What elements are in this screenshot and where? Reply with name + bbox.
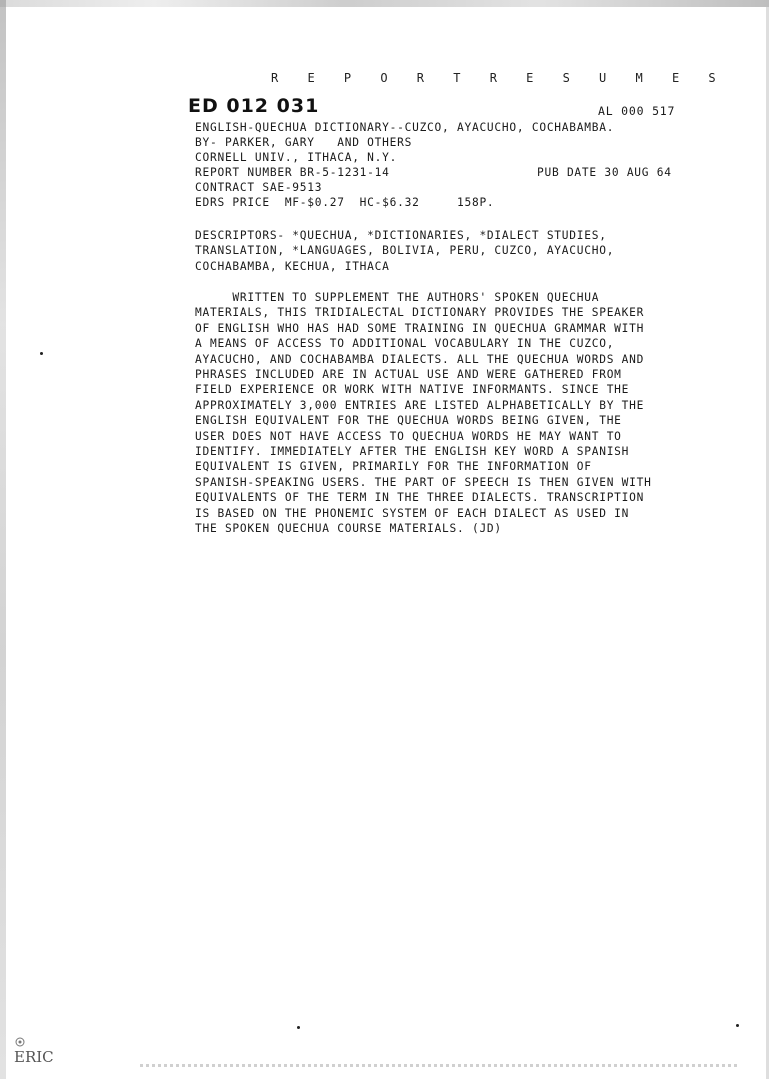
pub-date: PUB DATE 30 AUG 64 [537, 166, 672, 179]
al-number: AL 000 517 [598, 104, 676, 118]
scan-edge-left [0, 0, 6, 1079]
abstract-line: PHRASES INCLUDED ARE IN ACTUAL USE AND WERE GATHERED FROM [195, 368, 622, 382]
abstract-line: SPANISH-SPEAKING USERS. THE PART OF SPEECH IS THEN GIVEN WITH [195, 475, 652, 489]
abstract-line: USER DOES NOT HAVE ACCESS TO QUECHUA WORDS HE MAY WANT TO [195, 429, 622, 443]
contract-line: CONTRACT SAE-9513 [195, 181, 323, 194]
abstract-line: MATERIALS, THIS TRIDIALECTAL DICTIONARY PROVIDES THE SPEAKER [195, 306, 645, 320]
descriptors-line: COCHABAMBA, KECHUA, ITHACA [195, 259, 390, 273]
report-number-line: REPORT NUMBER BR-5-1231-14 [195, 166, 390, 179]
abstract-line: IDENTIFY. IMMEDIATELY AFTER THE ENGLISH KEY WORD A SPANISH [195, 445, 630, 459]
scan-edge-bottom [140, 1064, 740, 1067]
descriptors-block [195, 228, 614, 274]
edrs-price-line: EDRS PRICE MF-$0.27 HC-$6.32 158P. [195, 196, 495, 209]
abstract-line: IS BASED ON THE PHONEMIC SYSTEM OF EACH DIALECT AS USED IN [195, 506, 630, 520]
descriptors-line: TRANSLATION, *LANGUAGES, BOLIVIA, PERU, CUZCO, AYACUCHO, [195, 244, 615, 258]
abstract-line: EQUIVALENT IS GIVEN, PRIMARILY FOR THE INFORMATION OF [195, 460, 592, 474]
abstract-line: AYACUCHO, AND COCHABAMBA DIALECTS. ALL THE QUECHUA WORDS AND [195, 352, 645, 366]
scan-speck [297, 1026, 300, 1029]
abstract-line: FIELD EXPERIENCE OR WORK WITH NATIVE INFORMANTS. SINCE THE [195, 383, 630, 397]
authors-line: BY- PARKER, GARY AND OTHERS [195, 136, 413, 149]
abstract-line: THE SPOKEN QUECHUA COURSE MATERIALS. (JD) [195, 522, 502, 536]
abstract-line: OF ENGLISH WHO HAS HAD SOME TRAINING IN QUECHUA GRAMMAR WITH [195, 321, 645, 335]
ed-number: ED 012 031 [188, 95, 320, 117]
descriptors-line: DESCRIPTORS- *QUECHUA, *DICTIONARIES, *DIALECT STUDIES, [195, 229, 607, 242]
abstract-block [195, 290, 652, 537]
scan-speck [40, 352, 43, 355]
abstract-line: WRITTEN TO SUPPLEMENT THE AUTHORS' SPOKEN QUECHUA [195, 291, 600, 304]
abstract-line: APPROXIMATELY 3,000 ENTRIES ARE LISTED ALPHABETICALLY BY THE [195, 398, 645, 412]
scan-edge-top [0, 0, 769, 7]
scan-speck [736, 1024, 739, 1027]
report-resumes-title: R E P O R T R E S U M E S [271, 71, 727, 85]
document-title-line: ENGLISH-QUECHUA DICTIONARY--CUZCO, AYACUCHO, COCHABAMBA. [195, 121, 615, 134]
abstract-line: EQUIVALENTS OF THE TERM IN THE THREE DIALECTS. TRANSCRIPTION [195, 491, 645, 505]
institution-line: CORNELL UNIV., ITHACA, N.Y. [195, 151, 398, 164]
abstract-line: A MEANS OF ACCESS TO ADDITIONAL VOCABULARY IN THE CUZCO, [195, 337, 615, 351]
abstract-line: ENGLISH EQUIVALENT FOR THE QUECHUA WORDS BEING GIVEN, THE [195, 414, 622, 428]
eric-logo-icon [12, 1036, 54, 1066]
eric-logo-text: ERIC [14, 1048, 54, 1066]
